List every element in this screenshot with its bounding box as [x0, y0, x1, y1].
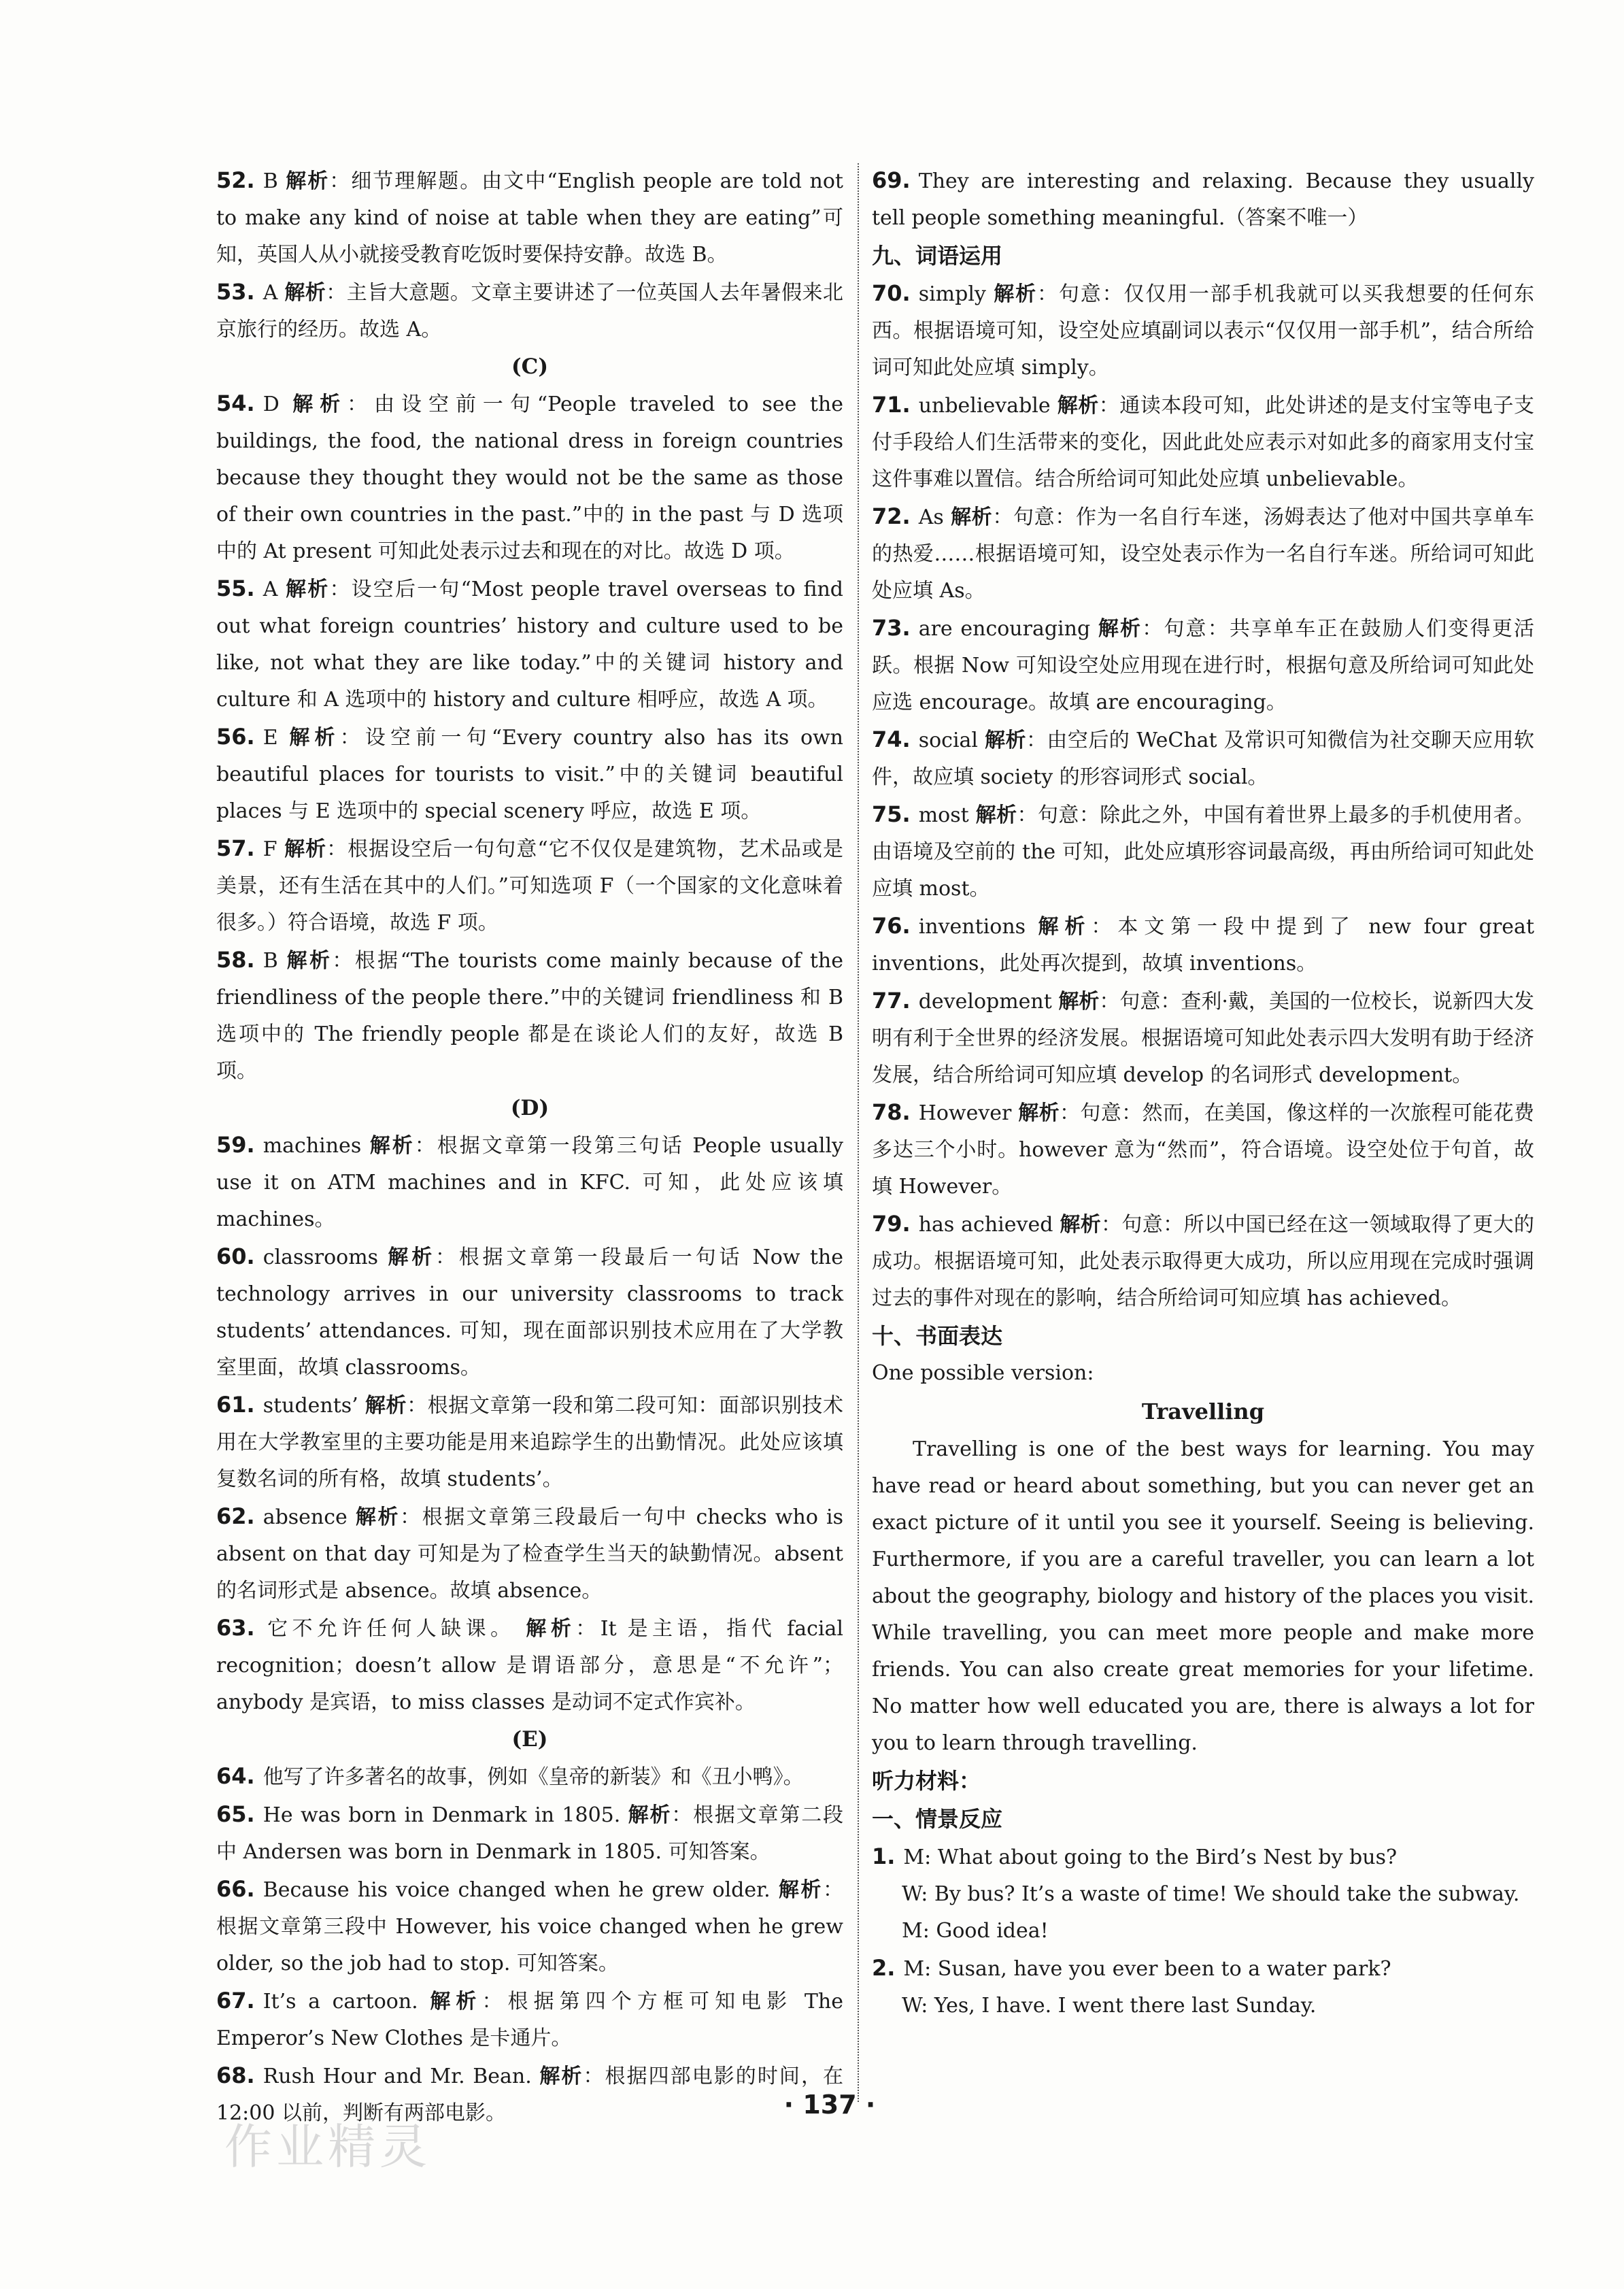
answer-text: As — [918, 505, 944, 529]
analysis-text: ：设空前一句“Every country also has its own beautiful places for tourists to visit.”中的关键词 beautiful places 与 E 选项中的 special scenery 呼应，故选 E 项。 — [216, 726, 844, 823]
answer-entry — [216, 1498, 843, 1609]
dialog-item — [872, 1838, 1534, 1950]
analysis-text: ：根据文章第一段最后一句话 Now the technology arrives in our university classrooms to track students’ attendances. 可知，现在面部识别技术应用在了大学教室里面，故填 classrooms。 — [216, 1246, 843, 1380]
question-number: 55. — [216, 575, 255, 601]
dialog-line — [872, 1838, 1534, 1876]
answer-entry — [216, 830, 843, 941]
dialog-line — [872, 1988, 1534, 2024]
dialog-text: W: Yes, I have. I went there last Sunday. — [902, 1994, 1317, 2018]
question-number: 66. — [216, 1876, 255, 1902]
question-number: 74. — [872, 726, 911, 752]
analysis-label: 解析 — [284, 281, 326, 305]
answer-text: students’ — [263, 1394, 358, 1418]
answer-text: 它不允许任何人缺课。 — [263, 1617, 515, 1641]
analysis-label: 解析 — [286, 949, 333, 973]
question-number: 70. — [872, 280, 911, 306]
analysis-text: ：句意：共享单车正在鼓励人们变得更活跃。根据 Now 可知设空处应用现在进行时，根据句意及所给词可知此处应选 encourage。故填 are encouraging。 — [872, 617, 1535, 714]
question-number: 79. — [872, 1211, 911, 1237]
answer-text: absence — [263, 1505, 348, 1529]
question-number: 59. — [216, 1132, 255, 1158]
analysis-text: ：句意：所以中国已经在这一领域取得了更大的成功。根据语境可知，此处表示取得更大成功，所以应用现在完成时强调过去的事件对现在的影响，结合所给词可知应填 has achieved。 — [872, 1213, 1535, 1310]
answer-entry — [872, 386, 1534, 498]
plain-text: One possible version: — [872, 1361, 1094, 1385]
analysis-label: 解析 — [975, 803, 1017, 827]
answer-entry — [872, 498, 1534, 609]
analysis-label: 解析 — [286, 169, 330, 193]
section-label: (E) — [511, 1727, 548, 1752]
question-number: 67. — [216, 1988, 255, 2014]
dialog-number: 2. — [872, 1955, 896, 1981]
answer-text: They are interesting and relaxing. Because they usually tell people something meaningful.（答案不唯一） — [872, 169, 1534, 230]
section-label: (C) — [511, 354, 548, 379]
answer-entry — [872, 796, 1534, 907]
analysis-label: 解析 — [355, 1505, 401, 1529]
answer-entry — [216, 1609, 843, 1721]
analysis-text: ：根据第四个方框可知电影 The Emperor’s New Clothes 是卡通片。 — [216, 1990, 843, 2050]
section-heading: 一、情景反应 — [872, 1806, 1003, 1832]
answer-entry — [216, 273, 843, 348]
dialog-line — [872, 1876, 1534, 1913]
analysis-text: ：根据设空后一句句意“它不仅仅是建筑物，艺术品或是美景，还有生活在其中的人们。”可知选项 F（一个国家的文化意味着很多。）符合语境，故选 F 项。 — [216, 837, 843, 935]
answer-text: E — [263, 726, 278, 750]
analysis-label: 解析 — [950, 505, 993, 529]
answer-entry — [216, 162, 843, 273]
answer-text: machines — [263, 1134, 362, 1158]
analysis-text: ：设空后一句“Most people travel overseas to find out what foreign countries’ history and culture used to be like, not what they are like today.”中的关键词 history and culture 和 A 选项中的 history and culture 相呼应，故选 A 项。 — [216, 578, 843, 712]
answer-text: development — [918, 990, 1052, 1014]
question-number: 78. — [872, 1099, 911, 1125]
question-number: 63. — [216, 1615, 255, 1641]
analysis-label: 解析 — [1038, 915, 1092, 939]
essay-paragraph: Travelling is one of the best ways for learning. You may have read or heard about something, but you can never get an exact picture of it until you see it yourself. Seeing is believing. Furthermore, if you are a careful traveller, you can learn a lot about the geography, biology and history of the places you visit. While travelling, you can meet more people and make more friends. You can also create great memories for your lifetime. No matter how well educated you are, there is always a lot for you to learn through travelling. — [872, 1437, 1534, 1755]
question-number: 76. — [872, 913, 911, 939]
analysis-text: ：由空后的 WeChat 及常识可知微信为社交聊天应用软件，故应填 society 的形容词形式 social。 — [872, 729, 1534, 789]
dialog-text: M: What about going to the Bird’s Nest by bus? — [903, 1845, 1398, 1869]
answer-entry — [216, 1871, 843, 1982]
analysis-text: ：根据“The tourists come mainly because of the friendliness of the people there.”中的关键词 friendliness 和 B 选项中的 The friendly people 都是在谈论人们的友好，故选 B 项。 — [216, 949, 843, 1083]
answer-entry — [872, 982, 1534, 1094]
answer-entry — [872, 275, 1534, 386]
section-heading: 九、词语运用 — [872, 243, 1003, 269]
analysis-label: 解析 — [1098, 617, 1143, 641]
analysis-label: 解析 — [1060, 1213, 1102, 1237]
left-column — [216, 162, 843, 2132]
answer-entry — [216, 941, 843, 1090]
answer-text: 他写了许多著名的故事，例如《皇帝的新装》和《丑小鸭》。 — [263, 1765, 804, 1789]
answer-text: most — [918, 803, 969, 827]
answer-text: However — [918, 1101, 1012, 1125]
answer-entry — [216, 1982, 843, 2057]
answer-text: has achieved — [918, 1213, 1053, 1237]
analysis-label: 解析 — [1018, 1101, 1060, 1125]
column-divider — [858, 163, 859, 2102]
question-number: 57. — [216, 835, 255, 861]
question-number: 65. — [216, 1801, 255, 1827]
answer-text: He was born in Denmark in 1805. — [263, 1803, 621, 1827]
analysis-text: ：通读本段可知，此处讲述的是支付宝等电子支付手段给人们生活带来的变化，因此此处应表示对如此多的商家用支付宝这件事难以置信。结合所给词可知此处应填 unbelievable。 — [872, 394, 1535, 491]
question-number: 68. — [216, 2062, 255, 2088]
analysis-text: ：句意：仅仅用一部手机我就可以买我想要的任何东西。根据语境可知，设空处应填副词以表示“仅仅用一部手机”，结合所给词可知此处应填 simply。 — [872, 282, 1535, 380]
answer-text: It’s a cartoon. — [263, 1990, 418, 2014]
analysis-text: ：根据文章第三段中 However, his voice changed when he grew older, so the job had to stop. 可知答案。 — [216, 1878, 844, 1975]
analysis-label: 解析 — [284, 837, 327, 861]
question-number: 62. — [216, 1503, 255, 1529]
answer-text: social — [918, 729, 979, 752]
question-number: 58. — [216, 947, 255, 973]
analysis-text: ：根据文章第三段最后一句中 checks who is absent on that day 可知是为了检查学生当天的缺勤情况。absent 的名词形式是 absence。故填 absence。 — [216, 1505, 844, 1603]
question-number: 75. — [872, 801, 911, 827]
analysis-label: 解析 — [628, 1803, 672, 1827]
analysis-text: ：句意：然而，在美国，像这样的一次旅程可能花费多达三个小时。however 意为“然而”，符合语境。设空处位于句首，故填 However。 — [872, 1101, 1535, 1199]
answer-entry — [872, 162, 1534, 237]
analysis-label: 解析 — [388, 1246, 435, 1269]
question-number: 69. — [872, 167, 911, 193]
question-number: 60. — [216, 1243, 255, 1269]
answer-entry — [216, 570, 843, 718]
answer-entry — [872, 721, 1534, 796]
dialog-line — [872, 1913, 1534, 1950]
watermark: 作业精灵 — [224, 2119, 431, 2175]
question-number: 56. — [216, 724, 255, 750]
question-number: 54. — [216, 390, 255, 416]
section-heading: 听力材料： — [872, 1768, 981, 1794]
answer-text: Because his voice changed when he grew older. — [263, 1878, 771, 1902]
answer-text: Rush Hour and Mr. Bean. — [263, 2065, 532, 2088]
section-label: (D) — [510, 1096, 549, 1120]
analysis-text: ：根据四部电影的时间，在 12:00 以前，判断有两部电影。 — [216, 2065, 843, 2125]
analysis-text: ：根据文章第一段和第二段可知：面部识别技术用在大学教室里的主要功能是用来追踪学生的出勤情况。此处应该填复数名词的所有格，故填 students’。 — [216, 1394, 844, 1491]
answer-entry — [216, 1758, 843, 1796]
answer-entry — [872, 907, 1534, 982]
analysis-label: 解析 — [430, 1990, 482, 2014]
question-number: 77. — [872, 988, 911, 1014]
answer-entry — [872, 609, 1534, 721]
analysis-text: ：细节理解题。由文中“English people are told not to make any kind of noise at table when they are eating”可知，英国人从小就接受教育吃饭时要保持安静。故选 B。 — [216, 169, 843, 267]
answer-entry — [216, 385, 843, 570]
answer-entry — [216, 1386, 843, 1498]
question-number: 73. — [872, 615, 911, 641]
answer-entry — [216, 1238, 843, 1386]
analysis-label: 解析 — [1057, 394, 1099, 418]
question-number: 53. — [216, 279, 255, 305]
answer-entry — [216, 1796, 843, 1871]
analysis-text: ：句意：除此之外，中国有着世界上最多的手机使用者。由语境及空前的 the 可知，此处应填形容词最高级，再由所给词可知此处应填 most。 — [872, 803, 1535, 901]
analysis-label: 解析 — [985, 729, 1026, 752]
answer-entry — [216, 718, 843, 830]
analysis-label: 解析 — [526, 1617, 576, 1641]
analysis-text: ：句意：作为一名自行车迷，汤姆表达了他对中国共享单车的热爱……根据语境可知，设空处表示作为一名自行车迷。所给词可知此处应填 As。 — [872, 505, 1535, 603]
answer-text: classrooms — [263, 1246, 379, 1269]
page-number: · 137 · — [783, 2090, 876, 2120]
answer-entry — [872, 1094, 1534, 1205]
dialog-item — [872, 1950, 1534, 2024]
answer-text: B — [263, 949, 278, 973]
essay-title: Travelling — [1141, 1399, 1265, 1424]
dialog-line — [872, 1950, 1534, 1988]
analysis-label: 解析 — [365, 1394, 407, 1418]
question-number: 64. — [216, 1763, 255, 1789]
question-number: 72. — [872, 503, 911, 529]
answer-text: are encouraging — [918, 617, 1091, 641]
analysis-label: 解析 — [778, 1878, 824, 1902]
answer-text: D — [263, 392, 280, 416]
answer-entry — [216, 1126, 843, 1238]
dialog-text: M: Susan, have you ever been to a water park? — [903, 1957, 1391, 1981]
analysis-label: 解析 — [292, 392, 348, 416]
analysis-text: ：根据文章第一段第三句话 People usually use it on ATM machines and in KFC. 可知，此处应该填 machines。 — [216, 1134, 843, 1231]
right-column — [872, 162, 1534, 2024]
analysis-text: ：It 是主语，指代 facial recognition；doesn’t allow 是谓语部分，意思是“不允许”；anybody 是宾语，to miss classes 是动词不定式作宾补。 — [216, 1617, 844, 1714]
analysis-label: 解析 — [286, 578, 330, 601]
analysis-label: 解析 — [369, 1134, 415, 1158]
answer-text: inventions — [918, 915, 1026, 939]
analysis-label: 解析 — [1058, 990, 1100, 1014]
analysis-text: ：句意：查利·戴，美国的一位校长，说新四大发明有利于全世界的经济发展。根据语境可知此处表示四大发明有助于经济发展，结合所给词可知应填 develop 的名词形式 development。 — [872, 990, 1534, 1087]
analysis-text: ：本文第一段中提到了 new four great inventions，此处再次提到，故填 inventions。 — [872, 915, 1535, 975]
question-number: 52. — [216, 167, 255, 193]
analysis-label: 解析 — [994, 282, 1038, 306]
question-number: 71. — [872, 392, 911, 418]
dialog-text: M: Good idea! — [902, 1919, 1049, 1943]
dialog-number: 1. — [872, 1843, 896, 1869]
answer-text: B — [263, 169, 278, 193]
analysis-label: 解析 — [539, 2065, 583, 2088]
answer-text: F — [263, 837, 277, 861]
answer-entry — [872, 1205, 1534, 1317]
question-number: 61. — [216, 1392, 255, 1418]
answer-text: A — [263, 281, 278, 305]
analysis-text: ：由设空前一句“People traveled to see the buildings, the food, the national dress in foreign countries because they thought they would not be the same as those of their own countries in the past.”中的 in the past 与 D 选项中的 At present 可知此处表示过去和现在的对比。故选 D 项。 — [216, 392, 843, 563]
section-heading: 十、书面表达 — [872, 1323, 1003, 1349]
answer-text: unbelievable — [918, 394, 1051, 418]
dialog-text: W: By bus? It’s a waste of time! We should take the subway. — [902, 1882, 1520, 1906]
analysis-label: 解析 — [289, 726, 340, 750]
answer-text: A — [263, 578, 278, 601]
analysis-text: ：根据文章第二段中 Andersen was born in Denmark in 1805. 可知答案。 — [216, 1803, 844, 1864]
answer-text: simply — [918, 282, 986, 306]
analysis-text: ：主旨大意题。文章主要讲述了一位英国人去年暑假来北京旅行的经历。故选 A。 — [216, 281, 843, 341]
